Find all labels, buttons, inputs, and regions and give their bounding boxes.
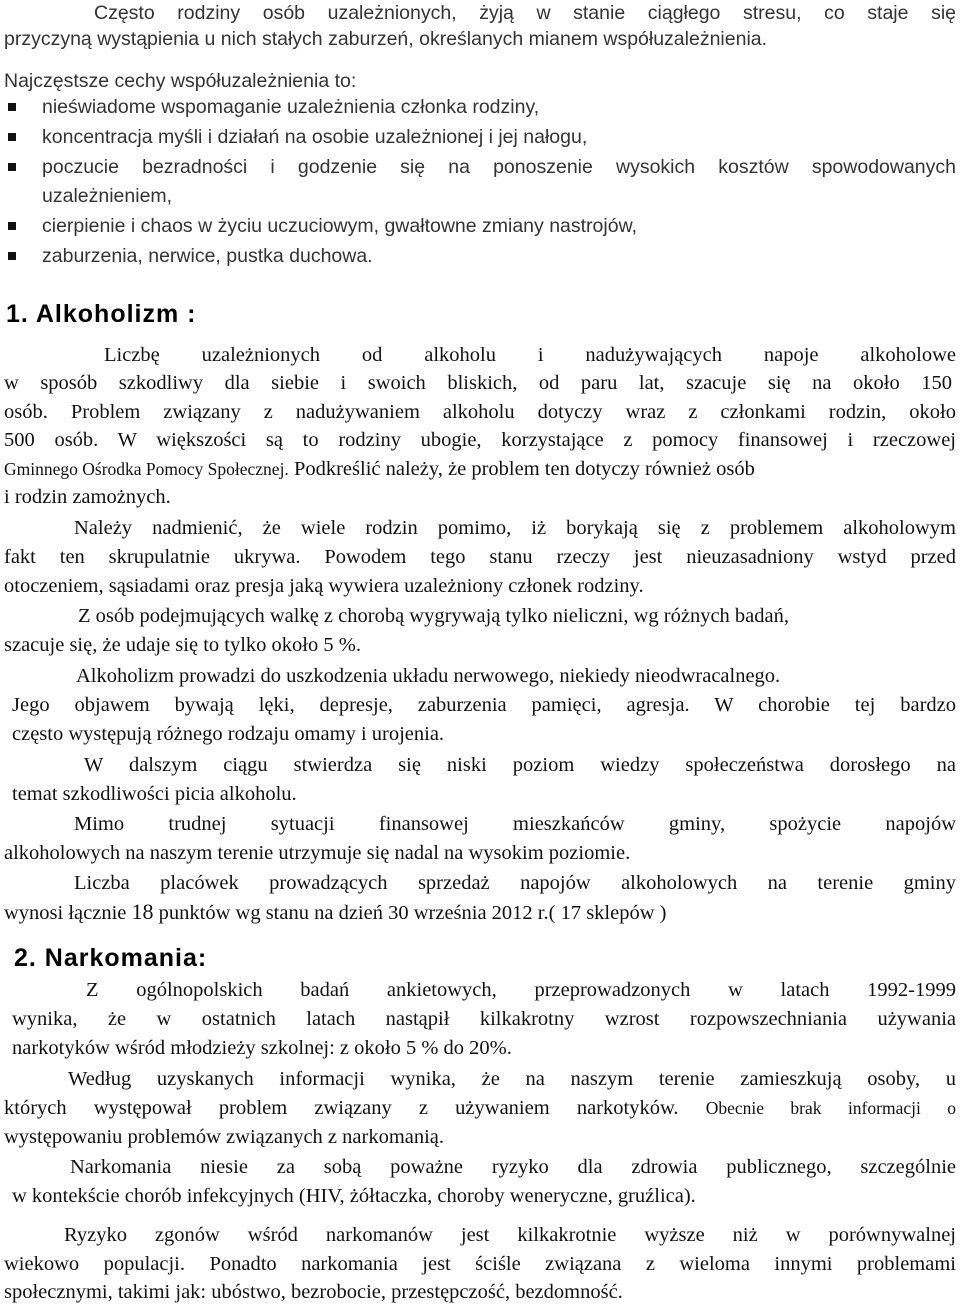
section-2-heading: 2. Narkomania:: [14, 944, 208, 972]
s1-p3-line-1: Z osób podejmujących walkę z chorobą wygrywają tylko nieliczni, wg różnych badań,: [78, 605, 790, 627]
s1-p5-line-2: temat szkodliwości picia alkoholu.: [12, 783, 297, 805]
s1-p4-line-3: często występują różnego rodzaju omamy i urojenia.: [12, 723, 445, 745]
s1-p1-line-5: [4, 456, 755, 482]
s1-p2-line-1: Należy nadmienić, że wiele rodzin pomimo, iż borykają się z problemem alkoholowym: [74, 517, 956, 539]
s1-p7-line-1: Liczba placówek prowadzących sprzedaż napojów alkoholowych na terenie gminy: [74, 872, 956, 894]
bullet-icon: [8, 222, 16, 230]
s1-p1-line-5-rest: Podkreślić należy, że problem ten dotyczy również osób: [293, 458, 755, 480]
outlets-text-b: punktów wg stanu na dzień 30 września 2012 r.( 17 sklepów ): [153, 902, 667, 924]
s1-p6-line-2: alkoholowych na naszym terenie utrzymuje się nadal na wysokim poziomie.: [4, 842, 631, 864]
s1-p1-line-6: i rodzin zamożnych.: [4, 486, 171, 508]
trait-item-5: zaburzenia, nerwice, pustka duchowa.: [42, 245, 373, 267]
intro-line-2: przyczyną wystąpienia u nich stałych zaburzeń, określanych mianem współuzależnienia.: [4, 28, 768, 50]
section-1-heading: 1. Alkoholizm :: [6, 300, 197, 328]
s2-p2-line-3: występowaniu problemów związanych z narkomanią.: [4, 1126, 445, 1148]
s1-p7-line-2: [4, 899, 667, 926]
s2-p2-line-1: Według uzyskanych informacji wynika, że na naszym terenie zamieszkują osoby, u: [68, 1068, 956, 1090]
bullet-icon: [8, 252, 16, 260]
s1-p1-line-4: 500 osób. W większości są to rodziny ubogie, korzystające z pomocy finansowej i rzeczowej: [4, 429, 956, 451]
s1-p5-line-1: W dalszym ciągu stwierdza się niski poziom wiedzy społeczeństwa dorosłego na: [84, 754, 956, 776]
s2-p1-line-1: Z ogólnopolskich badań ankietowych, przeprowadzonych w latach 1992-1999: [86, 979, 956, 1001]
s1-p2-line-2: fakt ten skrupulatnie ukrywa. Powodem tego stanu rzeczy jest nieuzasadniony wstyd przed: [4, 546, 956, 568]
outlets-text-a: wynosi łącznie: [4, 902, 132, 924]
s1-p3-line-2: szacuje się, że udaje się to tylko około 5 %.: [4, 634, 361, 656]
trait-item-4: cierpienie i chaos w życiu uczuciowym, gwałtowne zmiany nastrojów,: [42, 215, 637, 237]
s2-p2-line-2-b: Obecnie brak informacji o: [705, 1098, 956, 1118]
s2-p2-line-2: [4, 1095, 956, 1121]
s2-p1-line-3: narkotyków wśród młodzieży szkolnej: z około 5 % do 20%.: [12, 1037, 512, 1059]
s1-p1-line-3: osób. Problem związany z nadużywaniem alkoholu dotyczy wraz z członkami rodzin, około: [4, 401, 956, 423]
bullet-icon: [8, 163, 16, 171]
s1-p4-line-2: Jego objawem bywają lęki, depresje, zaburzenia pamięci, agresja. W chorobie tej bardzo: [12, 694, 956, 716]
s2-p3-line-1: Narkomania niesie za sobą poważne ryzyko dla zdrowia publicznego, szczególnie: [70, 1156, 956, 1178]
trait-item-2: koncentracja myśli i działań na osobie uzależnionej i jej nałogu,: [42, 126, 588, 148]
trait-item-3-cont: uzależnieniem,: [42, 185, 173, 207]
s1-p1-line-2: w sposób szkodliwy dla siebie i swoich bliskich, od paru lat, szacuje się na około 150: [4, 372, 952, 394]
bullet-icon: [8, 133, 16, 141]
s2-p4-line-3: społecznymi, takimi jak: ubóstwo, bezrobocie, przestępczość, bezdomność.: [4, 1281, 623, 1303]
s1-p2-line-3: otoczeniem, sąsiadami oraz presja jaką wywiera uzależniony członek rodziny.: [4, 575, 644, 597]
s2-p1-line-2: wynika, że w ostatnich latach nastąpił kilkakrotny wzrost rozpowszechniania używania: [12, 1008, 956, 1030]
traits-heading: Najczęstsze cechy współuzależnienia to:: [4, 70, 357, 92]
trait-item-1: nieświadome wspomaganie uzależnienia członka rodziny,: [42, 96, 540, 118]
gops-name: Gminnego Ośrodka Pomocy Społecznej.: [4, 459, 289, 479]
bullet-icon: [8, 103, 16, 111]
s2-p3-line-2: w kontekście chorób infekcyjnych (HIV, żółtaczka, choroby weneryczne, gruźlica).: [12, 1185, 696, 1207]
s2-p4-line-2: wiekowo populacji. Ponadto narkomania jest ściśle związana z wieloma innymi problemami: [4, 1253, 956, 1275]
outlets-count: 18: [131, 899, 154, 924]
s1-p1-line-1: Liczbę uzależnionych od alkoholu i nadużywających napoje alkoholowe: [104, 344, 956, 366]
s1-p4-line-1: Alkoholizm prowadzi do uszkodzenia układu nerwowego, niekiedy nieodwracalnego.: [76, 665, 781, 687]
s2-p4-line-1: Ryzyko zgonów wśród narkomanów jest kilkakrotnie wyższe niż w porównywalnej: [64, 1224, 956, 1246]
intro-line-1: Często rodziny osób uzależnionych, żyją w stanie ciągłego stresu, co staje się: [94, 2, 956, 24]
s2-p2-line-2-a: których występował problem związany z używaniem narkotyków.: [4, 1097, 679, 1119]
trait-item-3: poczucie bezradności i godzenie się na ponoszenie wysokich kosztów spowodowanych: [42, 156, 956, 178]
s1-p6-line-1: Mimo trudnej sytuacji finansowej mieszkańców gminy, spożycie napojów: [74, 813, 956, 835]
